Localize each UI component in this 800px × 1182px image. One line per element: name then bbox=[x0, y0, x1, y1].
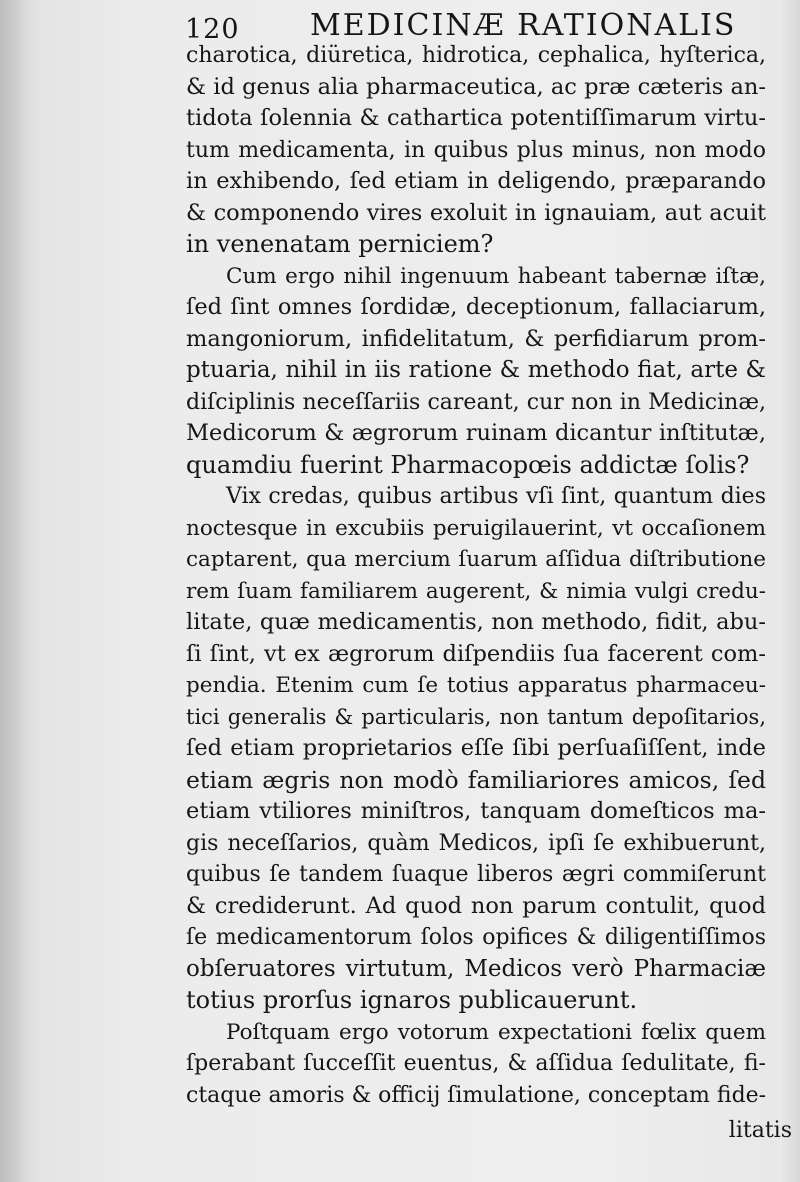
text-line: ptuaria, nihil in iis ratione & methodo fiat, arte & bbox=[186, 357, 766, 383]
text-line: totius prorſus ignaros publicauerunt. bbox=[186, 986, 638, 1014]
text-line: etiam vtiliores miniſtros, tanquam domeſticos ma- bbox=[186, 798, 766, 824]
page-number: 120 bbox=[185, 14, 240, 45]
paragraph-start-line: Poſtquam ergo votorum expectationi fœlix quem bbox=[226, 1019, 766, 1045]
text-line: ctaque amoris & officij ſimulatione, conceptam fide- bbox=[186, 1082, 767, 1108]
text-line: ſi ſint, vt ex ægrorum diſpendiis ſua facerent com- bbox=[186, 640, 766, 667]
catchword: litatis bbox=[728, 1118, 792, 1143]
text-line: tici generalis & particularis, non tantum depoſitarios, bbox=[186, 704, 766, 729]
paragraph-start-line: Cum ergo nihil ingenuum habeant tabernæ iſtæ, bbox=[226, 263, 766, 289]
text-line: diſciplinis neceſſariis careant, cur non in Medicinæ, bbox=[186, 389, 766, 415]
text-line: captarent, qua mercium ſuarum aſſidua diſtributione bbox=[186, 547, 766, 572]
spine-shadow bbox=[0, 0, 30, 1182]
body-text bbox=[186, 40, 766, 1111]
text-line: in venenatam perniciem? bbox=[186, 230, 494, 258]
text-line: ſperabant ſucceſſit euentus, & aſſidua ſedulitate, fi- bbox=[186, 1051, 766, 1076]
text-line: etiam ægris non modò familiariores amicos, ſed bbox=[186, 765, 766, 794]
text-line: ſed etiam proprietarios eſſe ſibi perſuaſiſſent, inde bbox=[186, 735, 766, 761]
text-line: in exhibendo, ſed etiam in deligendo, præparando bbox=[186, 168, 766, 194]
text-line: ſe medicamentorum ſolos opifices & diligentiſſimos bbox=[186, 925, 766, 950]
text-line: gis neceſſarios, quàm Medicos, ipſi ſe exhibuerunt, bbox=[186, 830, 766, 856]
text-line: quamdiu fuerint Pharmacopœis addictæ ſolis? bbox=[186, 450, 750, 479]
text-line: quibus ſe tandem ſuaque liberos ægri commiſerunt bbox=[186, 862, 766, 887]
text-line: charotica, diüretica, hidrotica, cephalica, hyſterica, bbox=[186, 43, 766, 68]
text-line: & crediderunt. Ad quod non parum contulit, quod bbox=[186, 892, 766, 919]
text-line: ſed ſint omnes ſordidæ, deceptionum, fallaciarum, bbox=[186, 294, 766, 320]
text-line: mangoniorum, infidelitatum, & perfidiarum prom- bbox=[186, 325, 766, 352]
text-line: & id genus alia pharmaceutica, ac præ cæteris an- bbox=[186, 73, 766, 100]
text-line: tum medicamenta, in quibus plus minus, non modo bbox=[186, 137, 766, 163]
text-line: tidota ſolennia & cathartica potentiſſimarum virtu- bbox=[186, 105, 766, 131]
running-title: MEDICINÆ RATIONALIS bbox=[310, 8, 737, 43]
text-line: Medicorum & ægrorum ruinam dicantur inſtitutæ, bbox=[186, 420, 766, 446]
text-line: rem ſuam familiarem augerent, & nimia vulgi credu- bbox=[186, 578, 766, 604]
paragraph-start-line: Vix credas, quibus artibus vſi ſint, quantum dies bbox=[226, 484, 766, 509]
text-line: & componendo vires exoluit in ignauiam, aut acuit bbox=[186, 199, 766, 226]
text-line: pendia. Etenim cum ſe totius apparatus pharmaceu- bbox=[186, 673, 766, 698]
text-line: noctesque in excubiis peruigilauerint, vt occaſionem bbox=[186, 515, 766, 541]
text-line: litate, quæ medicamentis, non methodo, fidit, abu- bbox=[186, 609, 766, 635]
text-line: obſeruatores virtutum, Medicos verò Pharmaciæ bbox=[186, 955, 766, 982]
